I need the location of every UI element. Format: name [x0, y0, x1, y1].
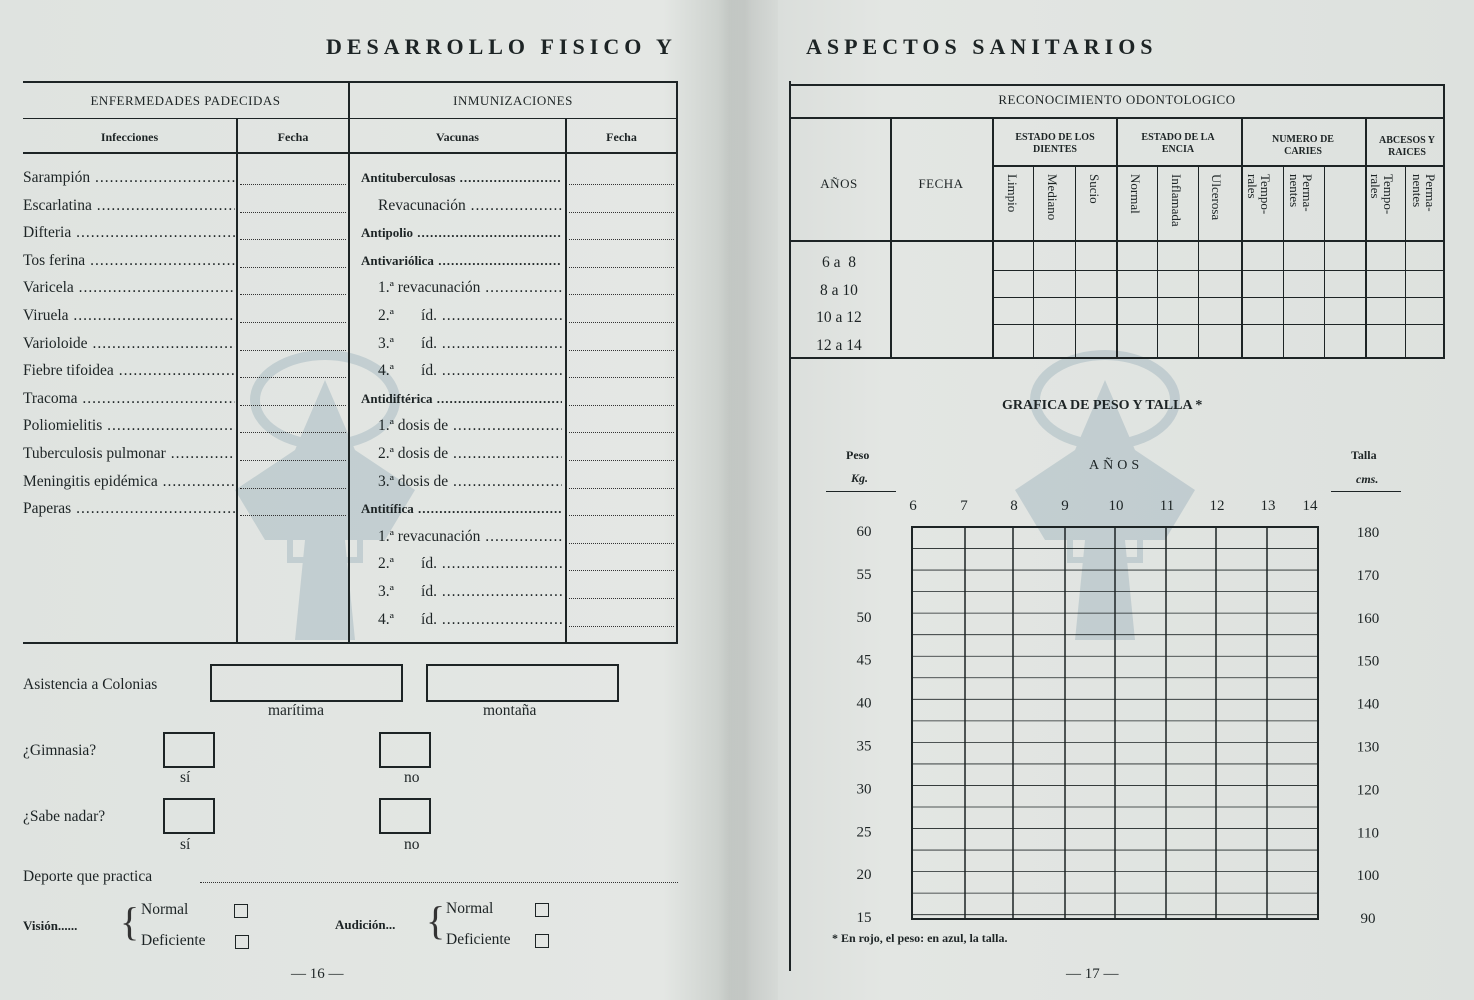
vision-brace: { [120, 899, 140, 944]
audicion-label: Audición... [335, 917, 396, 932]
chart-y-right-tick-label: 150 [1356, 653, 1380, 670]
odont-column-label: Ulcerosa [1209, 174, 1224, 221]
vaccine-label: 3.ª íd. ..... [378, 330, 562, 357]
vaccine-label: 1.ª revacunación ..... [378, 523, 562, 550]
header-inmunizaciones: INMUNIZACIONES [453, 93, 573, 108]
gimnasia-no-label: no [404, 769, 420, 786]
subheader-fecha-2: Fecha [606, 130, 637, 144]
chart-footnote: * En rojo, el peso: en azul, la talla. [832, 931, 1008, 945]
chart-y-right-tick-label: 160 [1356, 610, 1380, 627]
vaccine-label: 3.ª íd. ..... [378, 578, 562, 605]
header-enfermedades: ENFERMEDADES PADECIDAS [90, 93, 281, 108]
odont-caries-header: NUMERO DE CARIES [1272, 134, 1334, 157]
chart-x-tick-label: 11 [1159, 498, 1175, 514]
nadar-no-label: no [404, 836, 420, 853]
odont-anos-header: AÑOS [820, 176, 858, 191]
audicion-brace: { [426, 898, 446, 943]
disease-label: Tracoma ..... [23, 385, 235, 412]
chart-y-left-tick-label: 55 [856, 566, 872, 583]
vaccine-label: 4.ª íd. ..... [378, 357, 562, 384]
nadar-si-label: sí [180, 836, 191, 853]
talla-unit-label: cms. [1356, 472, 1379, 486]
vaccine-label: Antitífica ..... [361, 495, 562, 522]
chart-y-right-tick-label: 100 [1356, 868, 1380, 885]
subheader-vacunas: Vacunas [436, 130, 479, 144]
vaccine-label: Antipolio ..... [361, 219, 562, 246]
odont-column-label: Tempo- rales [1245, 174, 1273, 215]
chart-y-left-tick-label: 40 [856, 695, 872, 712]
vaccine-label: 1.ª revacunación ..... [378, 274, 562, 301]
disease-label: Meningitis epidémica ..... [23, 468, 235, 495]
deporte-label: Deporte que practica [23, 868, 153, 885]
chart-x-tick-label: 12 [1209, 498, 1225, 514]
colonias-label: Asistencia a Colonias [23, 676, 158, 693]
chart-y-left-tick-label: 35 [856, 738, 872, 755]
chart-y-right-tick-label: 120 [1356, 782, 1380, 799]
peso-label: Peso [846, 448, 870, 462]
odont-fecha-header: FECHA [918, 176, 964, 191]
chart-y-right-tick-label: 110 [1357, 825, 1379, 842]
talla-label: Talla [1351, 448, 1377, 462]
vaccine-label: 4.ª íd. ..... [378, 606, 562, 633]
vaccine-label: 2.ª dosis de ..... [378, 440, 562, 467]
odont-column-label: Limpio [1005, 174, 1020, 213]
disease-label: Fiebre tifoidea ..... [23, 357, 235, 384]
disease-label: Viruela ..... [23, 302, 235, 329]
chart-x-tick-label: 7 [960, 498, 968, 514]
chart-x-tick-label: 6 [909, 498, 917, 514]
odont-column-label: Inflamada [1169, 174, 1184, 227]
vision-deficiente-label: Deficiente [141, 932, 206, 949]
odont-column-label: Perma- nentes [1287, 174, 1315, 212]
vision-normal-label: Normal [141, 901, 189, 918]
odont-age-label: 8 a 10 [820, 281, 858, 299]
chart-y-left-tick-label: 45 [856, 652, 872, 669]
anos-axis-label: AÑOS [1089, 458, 1144, 473]
peso-unit-label: Kg. [851, 471, 869, 485]
maritima-label: marítima [268, 702, 324, 719]
right-page-title: ASPECTOS SANITARIOS [806, 34, 1158, 59]
subheader-infecciones: Infecciones [100, 130, 159, 144]
subheader-fecha-1: Fecha [277, 130, 309, 144]
chart-y-left-tick-label: 25 [856, 824, 872, 841]
odont-header: RECONOCIMIENTO ODONTOLOGICO [998, 92, 1236, 107]
vaccine-label: 2.ª íd. ..... [378, 550, 562, 577]
disease-label: Varicela ..... [23, 274, 235, 301]
disease-label: Tos ferina ..... [23, 247, 235, 274]
chart-y-right-tick-label: 130 [1356, 739, 1380, 756]
odont-age-label: 6 a 8 [821, 254, 856, 271]
odont-column-label: Mediano [1045, 174, 1060, 221]
chart-y-right-tick-label: 170 [1356, 567, 1380, 584]
audicion-normal-label: Normal [446, 900, 494, 917]
chart-x-tick-label: 9 [1061, 498, 1069, 514]
chart-y-left-tick-label: 50 [856, 609, 872, 626]
vaccine-label: Antivariólica ..... [361, 247, 562, 274]
disease-label: Varioloide ..... [23, 330, 235, 357]
odont-estado-encia-header: ESTADO DE LA ENCIA [1141, 132, 1215, 155]
vaccine-label: 2.ª íd. ..... [378, 302, 562, 329]
chart-x-tick-label: 8 [1010, 498, 1018, 514]
chart-y-left-tick-label: 60 [856, 524, 872, 540]
audicion-deficiente-label: Deficiente [446, 931, 511, 948]
gimnasia-si-label: sí [180, 769, 191, 786]
chart-y-right-tick-label: 140 [1356, 696, 1380, 713]
chart-x-tick-label: 10 [1108, 498, 1124, 514]
chart-y-left-tick-label: 20 [856, 867, 872, 884]
disease-label: Sarampión ..... [23, 164, 235, 191]
chart-y-right-tick-label: 180 [1356, 525, 1380, 541]
odont-estado-dientes-header: ESTADO DE LOS DIENTES [1015, 132, 1095, 155]
odont-abcesos-header: ABCESOS Y RAICES [1378, 135, 1436, 158]
odont-age-label: 12 a 14 [816, 336, 862, 354]
disease-label: Paperas ..... [23, 495, 235, 522]
chart-y-left-tick-label: 15 [856, 910, 872, 927]
vaccine-label: Revacunación ..... [378, 192, 562, 219]
chart-y-right-tick-label: 90 [1360, 911, 1376, 928]
disease-label: Poliomielitis ..... [23, 412, 235, 439]
nadar-label: ¿Sabe nadar? [23, 808, 106, 825]
odont-column-label: Perma- nentes [1410, 174, 1438, 212]
left-page-number: — 16 — [291, 966, 344, 982]
vision-label: Visión...... [23, 918, 78, 933]
disease-label: Difteria ..... [23, 219, 235, 246]
left-page-title: DESARROLLO FISICO Y [326, 34, 677, 59]
montana-label: montaña [483, 702, 537, 719]
chart-x-tick-label: 14 [1302, 498, 1318, 514]
vaccine-label: Antituberculosas ..... [361, 164, 562, 191]
odont-column-label: Sucio [1087, 174, 1102, 204]
chart-y-left-tick-label: 30 [856, 781, 872, 798]
vaccine-label: Antidiftérica ..... [361, 385, 562, 412]
chart-x-tick-label: 13 [1260, 498, 1276, 514]
disease-label: Escarlatina ..... [23, 192, 235, 219]
disease-label: Tuberculosis pulmonar ..... [23, 440, 235, 467]
right-page-number: — 17 — [1066, 966, 1119, 982]
chart-title: GRAFICA DE PESO Y TALLA * [1002, 398, 1203, 413]
odont-column-label: Tempo- rales [1368, 174, 1396, 215]
odont-age-label: 10 a 12 [816, 309, 862, 326]
vaccine-label: 3.ª dosis de ..... [378, 468, 562, 495]
vaccine-label: 1.ª dosis de ..... [378, 412, 562, 439]
odont-column-label: Normal [1128, 174, 1143, 214]
gimnasia-label: ¿Gimnasia? [23, 742, 97, 759]
